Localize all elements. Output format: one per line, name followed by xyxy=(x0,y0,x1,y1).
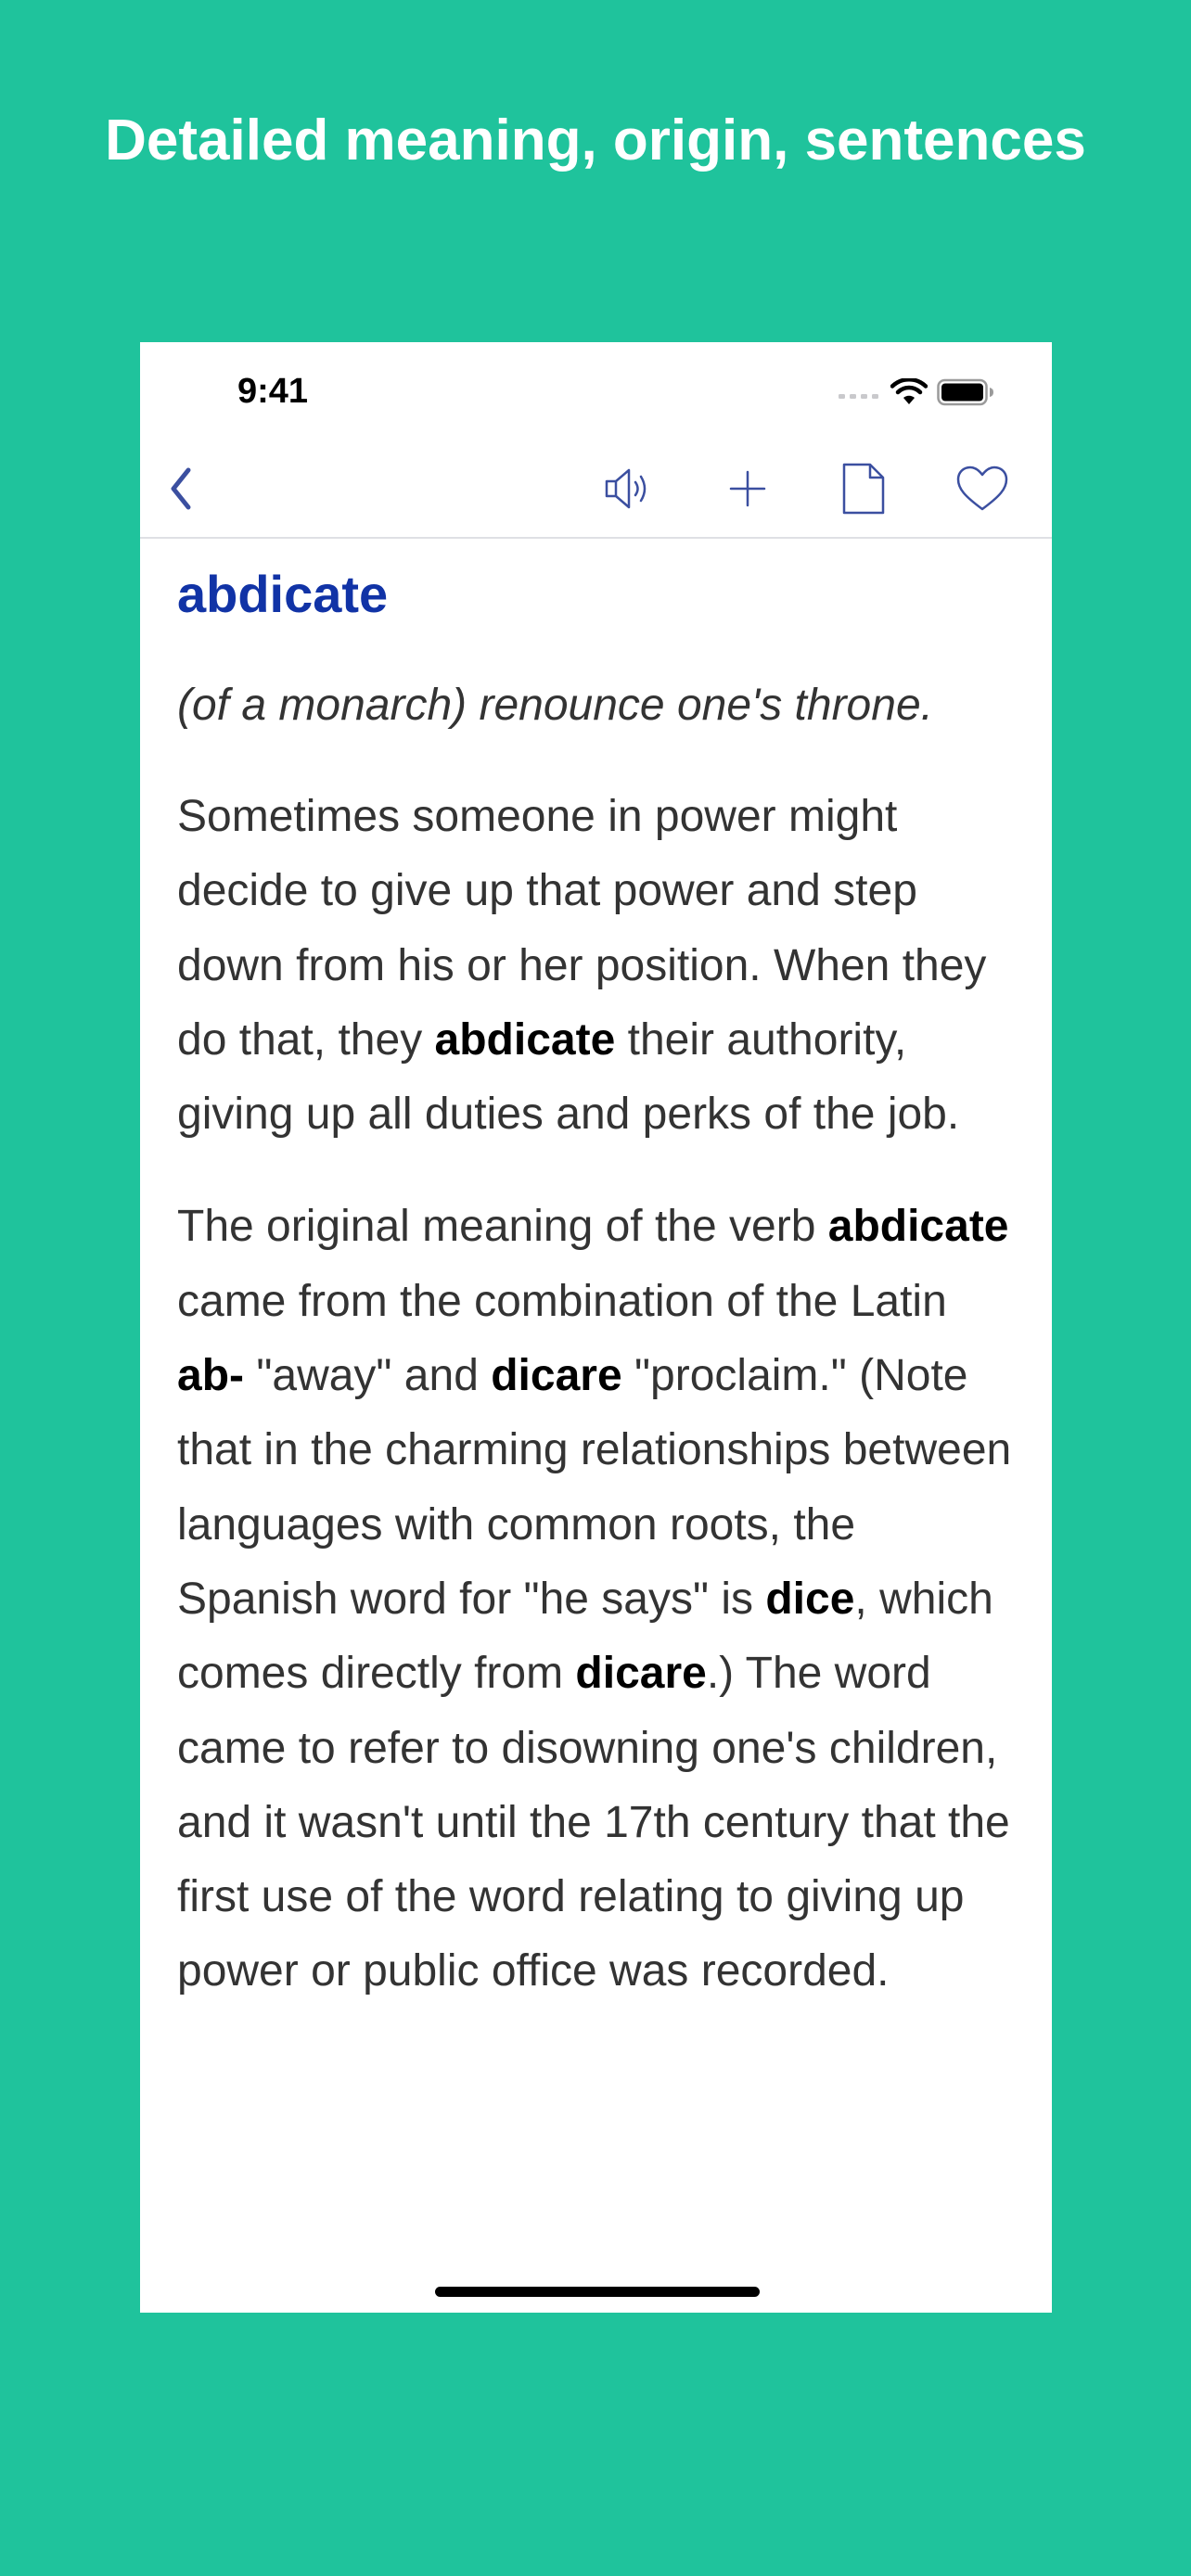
favorite-button[interactable] xyxy=(945,453,1019,528)
bold-term: dice xyxy=(765,1574,855,1624)
speaker-icon xyxy=(601,463,653,519)
chevron-left-icon xyxy=(162,463,199,519)
meaning-paragraph xyxy=(177,780,1012,1152)
bold-term: dicare xyxy=(491,1351,622,1401)
text-span: their authority, giving up all duties and perks of the job. xyxy=(177,1014,960,1140)
bold-term: abdicate xyxy=(434,1014,616,1065)
status-bar xyxy=(140,342,1052,444)
wifi-icon xyxy=(890,378,928,411)
toolbar xyxy=(140,444,1052,539)
entry-word: abdicate xyxy=(177,565,389,623)
entry-content xyxy=(177,557,1012,2047)
text-span: "away" and xyxy=(244,1351,492,1401)
heart-icon xyxy=(955,465,1009,517)
origin-paragraph xyxy=(177,1190,1012,2009)
text-span: , which comes directly from xyxy=(177,1574,993,1699)
headline: Detailed meaning, origin, sentences xyxy=(105,108,1086,172)
bold-term: dicare xyxy=(575,1649,707,1699)
note-button[interactable] xyxy=(826,453,901,528)
home-indicator[interactable] xyxy=(435,2287,760,2297)
entry-definition: (of a monarch) renounce one's throne. xyxy=(177,681,933,730)
status-time: 9:41 xyxy=(237,372,309,411)
plus-icon xyxy=(725,466,770,516)
add-button[interactable] xyxy=(711,453,785,528)
signal-icon xyxy=(839,386,881,403)
pronounce-button[interactable] xyxy=(590,453,664,528)
status-icons xyxy=(839,376,994,413)
text-span: came from the combination of the Latin xyxy=(177,1276,947,1326)
back-button[interactable] xyxy=(144,453,218,528)
document-icon xyxy=(840,462,887,520)
battery-icon xyxy=(937,378,994,411)
bold-term: ab- xyxy=(177,1351,244,1401)
text-span: The original meaning of the verb xyxy=(177,1202,828,1252)
phone-screen xyxy=(140,342,1052,2313)
text-span: .) The word came to refer to disowning one's children, and it wasn't until the 17th century that the first use of the word relating to giving up power or public office was recorded. xyxy=(177,1649,1010,1996)
bold-term: abdicate xyxy=(827,1202,1009,1252)
text-span: "proclaim." (Note that in the charming relationships between languages with common roots, the Spanish word for "he says" is xyxy=(177,1351,1012,1624)
text-span: Sometimes someone in power might decide to give up that power and step down from his or her position. When they do that, they xyxy=(177,792,987,1065)
